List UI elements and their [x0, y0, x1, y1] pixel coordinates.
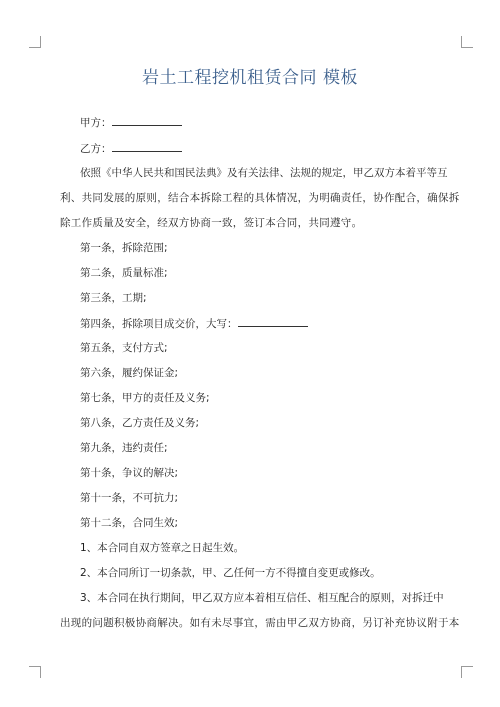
party-b-blank[interactable]: [112, 141, 182, 152]
article-7: 第七条，甲方的责任及义务;: [80, 392, 210, 404]
party-a-blank[interactable]: [112, 115, 182, 126]
article-6: 第六条，履约保证金;: [80, 367, 179, 379]
article-9: 第九条，违约责任;: [80, 442, 168, 454]
article-1: 第一条，拆除范围;: [80, 242, 168, 254]
article-11: 第十一条，不可抗力;: [80, 492, 179, 504]
article-4: 第四条，拆除项目成交价，大写：: [80, 318, 238, 330]
article-10: 第十条，争议的解决;: [80, 467, 179, 479]
page-corner-mark-bottom-right: [461, 666, 473, 678]
intro-line-3: 除工作质量及安全，经双方协商一致，签订本合同，共同遵守。: [60, 217, 363, 229]
clause-1: 1、本合同自双方签章之日起生效。: [80, 542, 245, 554]
intro-line-2: 利、共同发展的原则，结合本拆除工程的具体情况，为明确责任，协作配合，确保拆: [60, 192, 460, 204]
clause-3-line-1: 3、本合同在执行期间，甲乙双方应本着相互信任、相互配合的原则，对拆迁中: [80, 592, 444, 604]
intro-line-1: 依照《中华人民共和国民法典》及有关法律、法规的规定，甲乙双方本着平等互: [80, 167, 448, 179]
party-a-label: 甲方：: [80, 117, 112, 129]
contract-price-blank[interactable]: [238, 316, 308, 327]
page-corner-mark-top-left: [29, 36, 41, 48]
article-8: 第八条，乙方责任及义务;: [80, 417, 200, 429]
party-b-label: 乙方：: [80, 143, 112, 155]
article-3: 第三条，工期;: [80, 292, 147, 304]
clause-2: 2、本合同所订一切条款，甲、乙任何一方不得擅自变更或修改。: [80, 567, 381, 579]
article-5: 第五条，支付方式;: [80, 342, 168, 354]
party-b-line: [80, 141, 182, 156]
article-4-line: [80, 316, 308, 331]
page-corner-mark-top-right: [461, 36, 473, 48]
page-corner-mark-bottom-left: [29, 666, 41, 678]
article-2: 第二条，质量标准;: [80, 267, 168, 279]
party-a-line: [80, 115, 182, 130]
clause-3-line-2: 出现的问题积极协商解决。如有未尽事宜，需由甲乙双方协商，另订补充协议附于本: [60, 617, 460, 629]
document-title: 岩土工程挖机租赁合同 模板: [142, 68, 358, 88]
article-12: 第十二条，合同生效;: [80, 517, 179, 529]
